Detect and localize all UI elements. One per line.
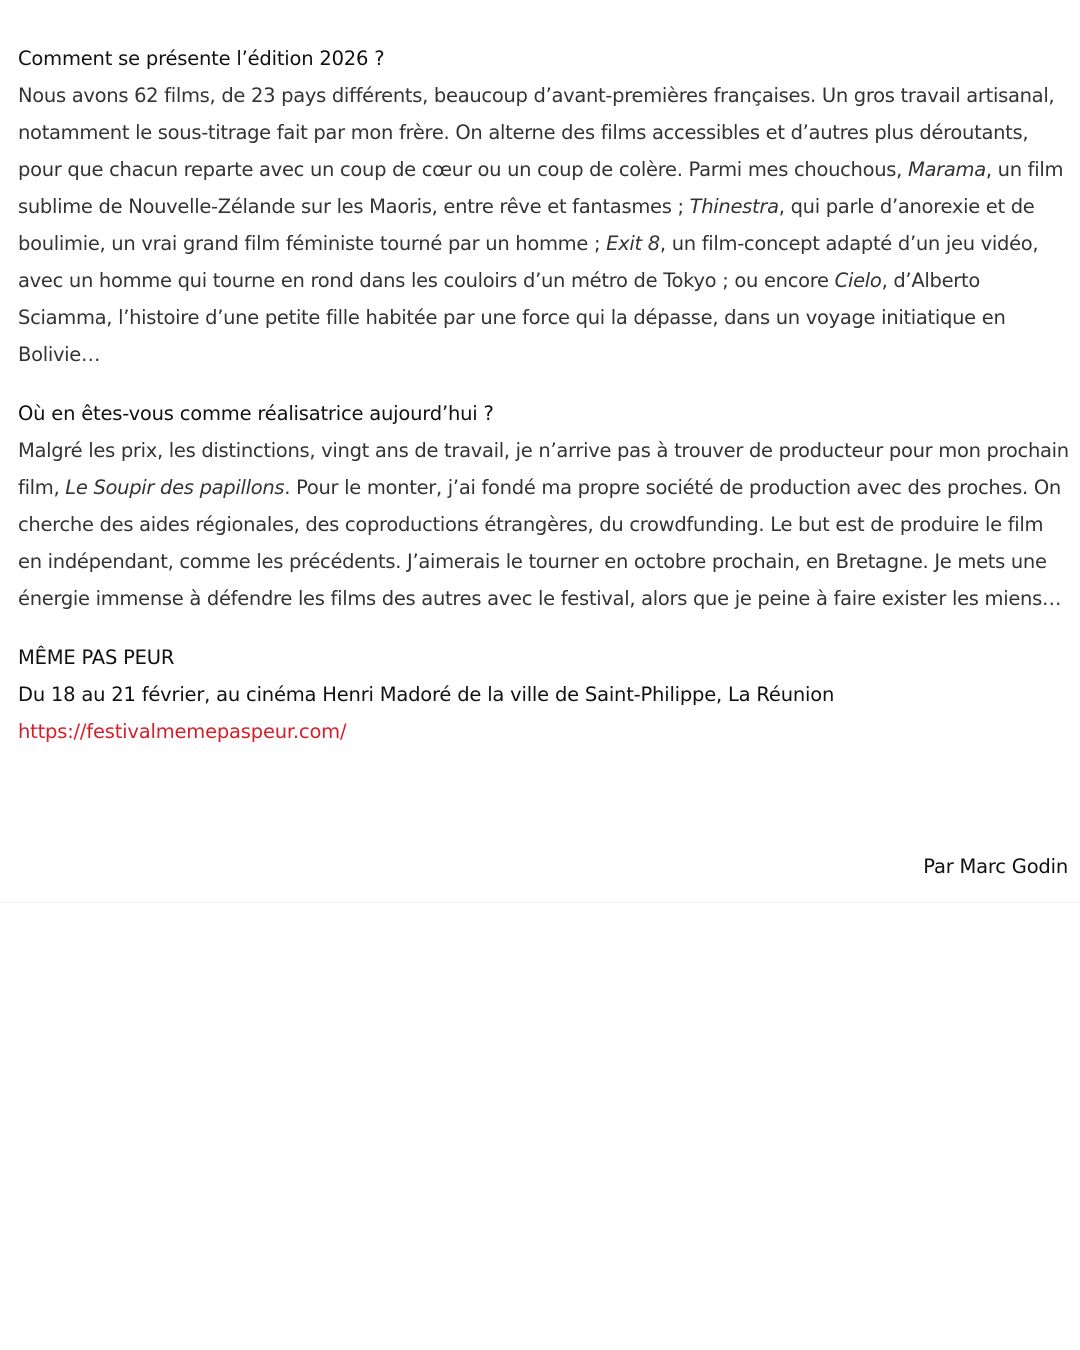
answer1-text: , d’Alberto Sciamma, l’histoire d’une petite fille habitée par une force qui la dépasse, dans un voyage initiatique en Bolivie…	[18, 269, 1006, 366]
question-heading-1: Comment se présente l’édition 2026 ?	[18, 47, 385, 70]
answer1-film-title: Marama	[907, 158, 986, 181]
answer1-text: , un film sublime de Nouvelle-Zélande sur les Maoris, entre rêve et fantasmes ;	[18, 158, 1064, 218]
festival-details: Du 18 au 21 février, au cinéma Henri Madoré de la ville de Saint-Philippe, La Réunion	[18, 683, 835, 706]
answer2-film-title: Le Soupir des papillons	[65, 476, 285, 499]
answer1-film-title: Exit 8	[606, 232, 660, 255]
answer-paragraph-1	[18, 77, 1070, 373]
answer1-text: , qui parle d’anorexie et de boulimie, un vrai grand film féministe tourné par un homme ;	[18, 195, 1035, 255]
answer-paragraph-2	[18, 432, 1070, 617]
answer1-text: , un film-concept adapté d’un jeu vidéo, avec un homme qui tourne en rond dans les couloirs d’un métro de Tokyo ; ou encore	[18, 232, 1039, 292]
divider	[0, 902, 1080, 903]
answer2-text: Malgré les prix, les distinctions, vingt ans de travail, je n’arrive pas à trouver de producteur pour mon prochain film,	[18, 439, 1069, 499]
festival-link[interactable]: https://festivalmemepaspeur.com/	[18, 720, 347, 743]
article-body	[18, 40, 1070, 750]
festival-info	[18, 639, 1070, 750]
answer1-film-title: Thinestra	[689, 195, 779, 218]
answer1-text: Nous avons 62 films, de 23 pays différents, beaucoup d’avant-premières françaises. Un gros travail artisanal, notamment le sous-titrage fait par mon frère. On alterne des films accessibles et d’autres plus déroutants, pour que chacun reparte avec un coup de cœur ou un coup de colère. Parmi mes chouchous,	[18, 84, 1055, 181]
answer2-text: . Pour le monter, j’ai fondé ma propre société de production avec des proches. On cherche des aides régionales, des coproductions étrangères, du crowdfunding. Le but est de produire le film en indépendant, comme les précédents. J’aimerais le tourner en octobre prochain, en Bretagne. Je mets une énergie immense à défendre les films des autres avec le festival, alors que je peine à faire exister les miens…	[18, 476, 1062, 610]
author-signature: Par Marc Godin	[923, 855, 1068, 878]
question-heading-2: Où en êtes-vous comme réalisatrice aujourd’hui ?	[18, 402, 494, 425]
answer1-film-title: Cielo	[834, 269, 882, 292]
festival-name: MÊME PAS PEUR	[18, 646, 175, 669]
